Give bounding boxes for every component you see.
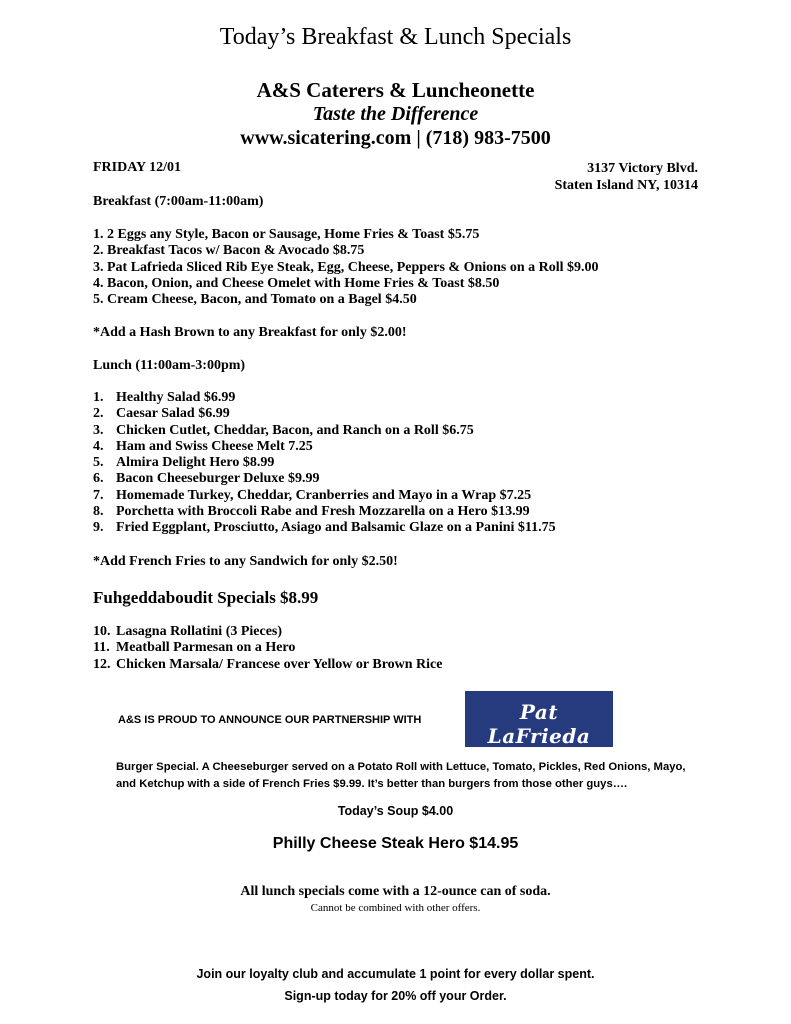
item-number: 2. (93, 406, 104, 422)
business-name: A&S Caterers & Luncheonette (256, 78, 535, 102)
list-item (93, 520, 556, 536)
item-number: 7. (93, 487, 104, 503)
item-number: 8. (93, 504, 104, 520)
list-item (93, 439, 556, 455)
loyalty-club (0, 963, 791, 1007)
disclaimer: Cannot be combined with other offers. (310, 902, 481, 914)
logo-subtext: MEAT PURVEYORS® (526, 750, 602, 757)
list-item (93, 390, 556, 406)
list-item (93, 624, 442, 640)
list-item (93, 640, 442, 656)
item-number: 1. (93, 390, 104, 405)
loyalty-line-2: Sign-up today for 20% off your Order. (284, 989, 507, 1003)
item-number: 12. (93, 656, 111, 672)
list-item (93, 657, 442, 673)
item-text: Homemade Turkey, Cheddar, Cranberries and Mayo in a Wrap $7.25 (116, 487, 532, 503)
burger-line-2: and Ketchup with a side of French Fries $9.99. It’s better than burgers from those other guys…. (116, 778, 628, 790)
soda-note: All lunch specials come with a 12-ounce can of soda. (240, 884, 551, 899)
list-item (93, 488, 556, 504)
soup-special: Today’s Soup $4.00 (337, 804, 454, 818)
breakfast-item: 4. Bacon, Onion, and Cheese Omelet with Home Fries & Toast $8.50 (93, 275, 500, 291)
pat-lafrieda-logo (465, 691, 613, 757)
item-number: 3. (93, 422, 104, 438)
item-number: 9. (93, 520, 104, 536)
fuhgeddaboudit-heading: Fuhgeddaboudit Specials $8.99 (93, 588, 319, 607)
breakfast-list (93, 227, 599, 308)
burger-line-1: Burger Special. A Cheeseburger served on a Potato Roll with Lettuce, Tomato, Pickles, Red Onions, Mayo, (116, 761, 686, 773)
logo-brand-text: Pat LaFrieda (487, 700, 591, 748)
breakfast-item: 2. Breakfast Tacos w/ Bacon & Avocado $8.75 (93, 243, 365, 259)
item-number: 10. (93, 624, 111, 639)
item-text: Healthy Salad $6.99 (116, 390, 236, 405)
list-item (93, 423, 556, 439)
item-text: Meatball Parmesan on a Hero (116, 640, 296, 656)
item-number: 5. (93, 455, 104, 471)
lunch-list (93, 390, 556, 537)
loyalty-line-1: Join our loyalty club and accumulate 1 point for every dollar spent. (196, 967, 595, 981)
item-text: Chicken Cutlet, Cheddar, Bacon, and Ranch on a Roll $6.75 (116, 422, 474, 438)
tagline: Taste the Difference (312, 103, 479, 125)
item-text: Caesar Salad $6.99 (116, 406, 230, 422)
partnership-text: A&S IS PROUD TO ANNOUNCE OUR PARTNERSHIP WITH (118, 714, 422, 726)
breakfast-item: 1. 2 Eggs any Style, Bacon or Sausage, Home Fries & Toast $5.75 (93, 227, 480, 242)
list-item (93, 504, 556, 520)
list-item (93, 471, 556, 487)
fuhgeddaboudit-list (93, 624, 442, 673)
list-item (93, 406, 556, 422)
breakfast-note: *Add a Hash Brown to any Breakfast for only $2.00! (93, 325, 407, 340)
item-text: Fried Eggplant, Prosciutto, Asiago and Balsamic Glaze on a Panini $11.75 (116, 520, 556, 536)
item-text: Ham and Swiss Cheese Melt 7.25 (116, 438, 313, 454)
menu-date: FRIDAY 12/01 (93, 160, 182, 175)
burger-special (116, 759, 696, 793)
address-line-2: Staten Island NY, 10314 (554, 178, 698, 193)
breakfast-item: 3. Pat Lafrieda Sliced Rib Eye Steak, Egg, Cheese, Peppers & Onions on a Roll $9.00 (93, 259, 599, 275)
item-text: Porchetta with Broccoli Rabe and Fresh Mozzarella on a Hero $13.99 (116, 504, 530, 520)
item-text: Chicken Marsala/ Francese over Yellow or Brown Rice (116, 656, 443, 672)
address-line-1: 3137 Victory Blvd. (587, 161, 698, 176)
item-text: Bacon Cheeseburger Deluxe $9.99 (116, 471, 320, 487)
list-item (93, 455, 556, 471)
philly-special: Philly Cheese Steak Hero $14.95 (272, 835, 519, 852)
item-text: Almira Delight Hero $8.99 (116, 455, 275, 471)
item-number: 11. (93, 640, 110, 656)
item-number: 4. (93, 438, 104, 454)
breakfast-heading: Breakfast (7:00am-11:00am) (93, 194, 264, 209)
page-title: Today’s Breakfast & Lunch Specials (219, 24, 572, 50)
lunch-note: *Add French Fries to any Sandwich for only $2.50! (93, 554, 398, 569)
breakfast-item: 5. Cream Cheese, Bacon, and Tomato on a Bagel $4.50 (93, 292, 417, 308)
lunch-heading: Lunch (11:00am-3:00pm) (93, 358, 246, 373)
item-text: Lasagna Rollatini (3 Pieces) (116, 624, 283, 639)
item-number: 6. (93, 471, 104, 487)
contact-line: www.sicatering.com | (718) 983-7500 (240, 127, 551, 149)
address (555, 160, 698, 194)
